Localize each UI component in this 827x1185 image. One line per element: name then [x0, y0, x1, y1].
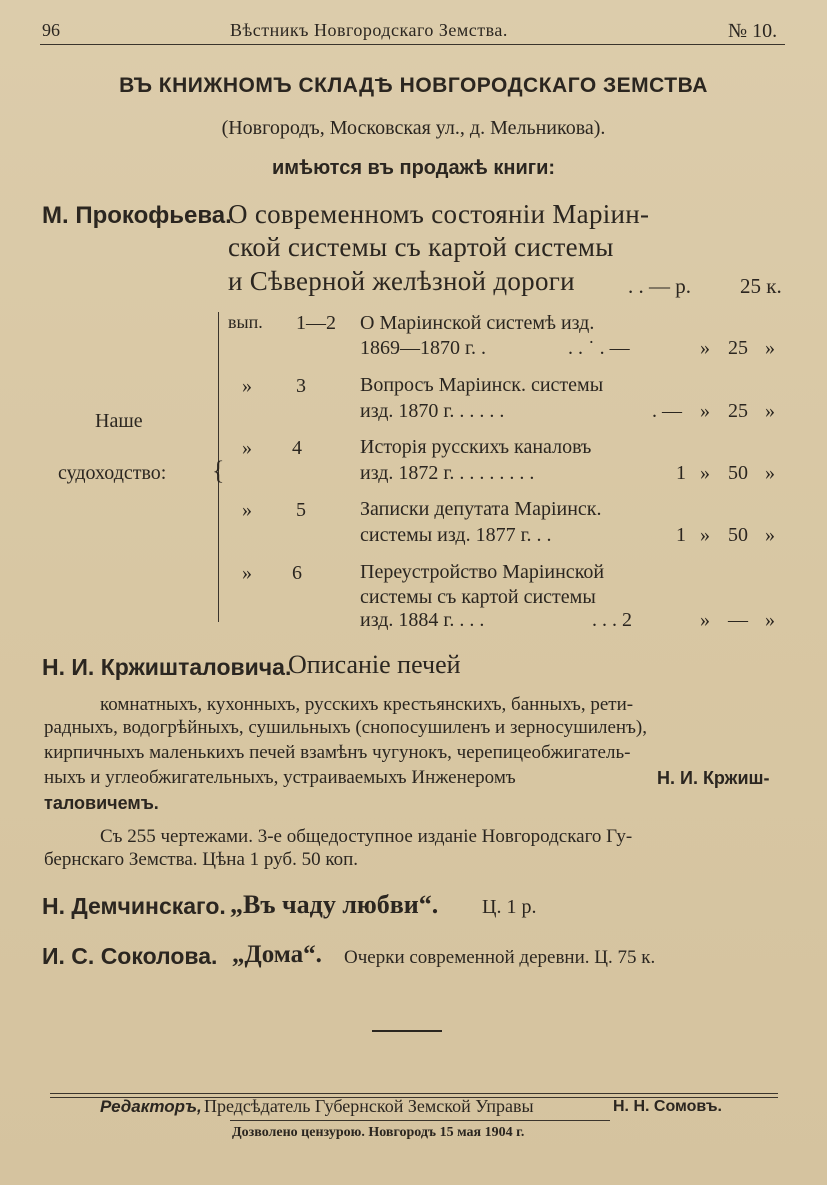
book2-body-line-4: ныхъ и углеобжигательныхъ, устраиваемыхъ Инженеромъ [44, 767, 516, 788]
book2-note-line-1: Съ 255 чертежами. 3-е общедоступное изданіе Новгородскаго Гу- [100, 826, 633, 847]
series-item-2-rub: » [700, 400, 710, 422]
series-item-3-rub: » [700, 462, 710, 484]
series-item-5-tail: » [765, 609, 775, 631]
series-item-2-dots: . — [652, 400, 682, 422]
series-item-4-line-2: системы изд. 1877 г. . . [360, 524, 552, 546]
series-item-3-line-2: изд. 1872 г. . . . . . . . . [360, 462, 535, 484]
series-item-5-dots: . . . 2 [592, 609, 632, 631]
book4-title: „Дома“. [232, 941, 322, 968]
book1-price: 25 к. [740, 274, 782, 298]
series-item-1-dots: . . ˙ . — [568, 337, 630, 359]
series-item-4-line-1: Записки депутата Маріинск. [360, 498, 602, 520]
series-item-3-num: 4 [292, 437, 302, 459]
series-item-1-vyp: вып. [228, 312, 263, 332]
book2-body-line-3: кирпичныхъ маленькихъ печей взамѣнъ чугунокъ, черепицеобжигатель- [44, 742, 631, 763]
book2-title: Описаніе печей [288, 650, 461, 679]
series-item-4-kop: 50 [728, 524, 748, 546]
series-item-1-line-1: О Маріинской системѣ изд. [360, 312, 595, 334]
book3-title: „Въ чаду любви“. [230, 890, 439, 919]
footer-rule-top [50, 1093, 778, 1094]
series-item-4-tail: » [765, 524, 775, 546]
footer-editor-text: Предсѣдатель Губернской Земской Управы [204, 1096, 534, 1116]
series-item-4-vyp: » [242, 499, 252, 521]
book4-author: И. С. Соколова. [42, 943, 218, 969]
footer-editor-name: Н. Н. Сомовъ. [613, 1098, 722, 1115]
series-item-5-rub: » [700, 609, 710, 631]
book1-title-line-2: ской системы съ картой системы [228, 232, 614, 262]
book4-desc: Очерки современной деревни. Ц. 75 к. [344, 947, 656, 968]
book1-title-line-1: О современномъ состояніи Маріин- [228, 199, 650, 229]
footer-editor-label: Редакторъ, [100, 1097, 202, 1116]
series-item-3-kop: 50 [728, 462, 748, 484]
page-number: 96 [42, 20, 60, 40]
announcement-title: ВЪ КНИЖНОМЪ СКЛАДѢ НОВГОРОДСКАГО ЗЕМСТВА [119, 74, 708, 97]
series-item-5-num: 6 [292, 562, 302, 584]
series-item-2-vyp: » [242, 375, 252, 397]
footer-censor-note: Дозволено цензурою. Новгородъ 15 мая 1904 г. [232, 1125, 525, 1140]
series-item-2-tail: » [765, 400, 775, 422]
series-item-5-vyp: » [242, 562, 252, 584]
book2-body-line-2: радныхъ, водогрѣйныхъ, сушильныхъ (снопосушиленъ и зерносушиленъ), [44, 717, 647, 738]
series-item-1-tail: » [765, 337, 775, 359]
series-item-2-line-2: изд. 1870 г. . . . . . [360, 400, 505, 422]
series-item-3-tail: » [765, 462, 775, 484]
book2-body-line-1: комнатныхъ, кухонныхъ, русскихъ крестьянскихъ, банныхъ, рети- [100, 694, 634, 715]
book1-author: М. Прокофьева. [42, 202, 232, 229]
series-label-line-2: судоходство: [58, 462, 167, 484]
series-item-5-line-3: изд. 1884 г. . . . [360, 609, 485, 631]
series-item-1-line-2: 1869—1870 г. . [360, 337, 486, 359]
book2-author: Н. И. Кржишталовича. [42, 654, 292, 680]
book2-engineer-1: Н. И. Кржиш- [657, 768, 770, 788]
section-separator [372, 1030, 442, 1032]
series-brace-point: { [212, 456, 225, 485]
series-item-3-dots: 1 [676, 462, 686, 484]
series-item-3-line-1: Исторія русскихъ каналовъ [360, 436, 592, 458]
series-item-1-rub: » [700, 337, 710, 359]
book1-leader: . . — р. [628, 274, 691, 298]
series-item-5-kop: — [728, 609, 748, 631]
issue-number: № 10. [728, 20, 778, 42]
series-item-2-num: 3 [296, 375, 306, 397]
series-item-2-line-1: Вопросъ Маріинск. системы [360, 374, 604, 396]
book3-price: Ц. 1 р. [482, 896, 537, 918]
announcement-subtitle: имѣются въ продажѣ книги: [271, 157, 556, 179]
footer-rule-mid [230, 1120, 610, 1121]
book2-engineer-2: таловичемъ. [44, 793, 159, 813]
series-item-5-line-1: Переустройство Маріинской [360, 561, 605, 583]
series-item-2-kop: 25 [728, 400, 748, 422]
series-item-3-vyp: » [242, 437, 252, 459]
series-item-4-dots: 1 [676, 524, 686, 546]
header-rule [40, 44, 785, 45]
series-item-4-num: 5 [296, 499, 306, 521]
series-item-1-num: 1—2 [296, 312, 336, 334]
book1-title-line-3: и Сѣверной желѣзной дороги [228, 266, 575, 296]
series-item-4-rub: » [700, 524, 710, 546]
series-label-line-1: Наше [95, 410, 143, 432]
series-item-1-kop: 25 [728, 337, 748, 359]
book3-author: Н. Демчинскаго. [42, 893, 226, 919]
announcement-address: (Новгородъ, Московская ул., д. Мельникова). [221, 117, 606, 139]
journal-title: Вѣстникъ Новгородскаго Земства. [230, 20, 508, 40]
book2-note-line-2: бернскаго Земства. Цѣна 1 руб. 50 коп. [44, 849, 359, 870]
series-item-5-line-2: системы съ картой системы [360, 586, 596, 608]
